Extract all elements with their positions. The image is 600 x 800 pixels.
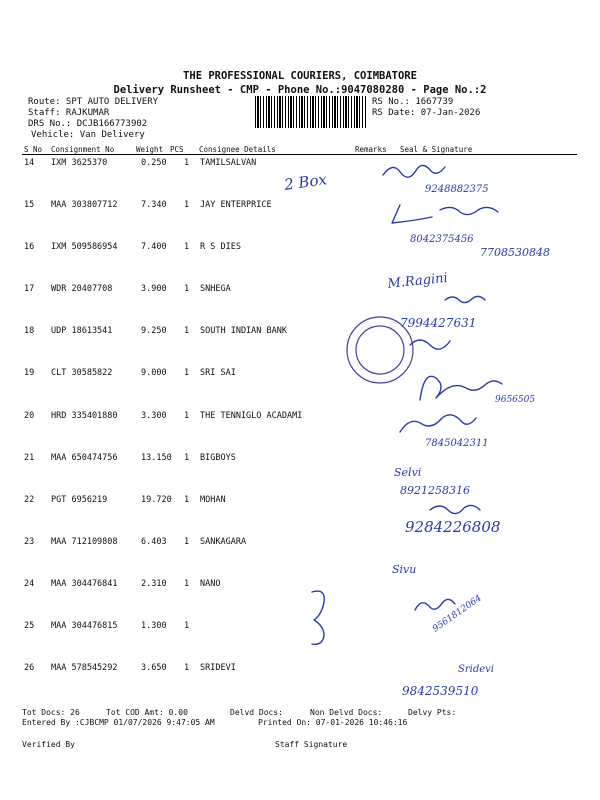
row-consignment: WDR 20407708 [51, 284, 113, 294]
row-consignment: MAA 712109808 [51, 537, 118, 547]
row-weight: 2.310 [141, 579, 167, 589]
row-consignment: UDP 18613541 [51, 326, 113, 336]
row-consignment: MAA 304476841 [51, 579, 118, 589]
row-pcs: 1 [184, 411, 190, 421]
row-pcs: 1 [184, 368, 190, 378]
row-pcs: 1 [184, 158, 190, 168]
staff-signature: Staff Signature [275, 740, 348, 749]
row-consignment: CLT 30585822 [51, 368, 113, 378]
verified-by: Verified By [22, 740, 75, 749]
row-consignment: HRD 335401880 [51, 411, 118, 421]
name-row-26: Sridevi [458, 664, 494, 675]
signature-scribble [445, 296, 485, 302]
row-weight: 13.150 [141, 453, 172, 463]
route-label: Route: SPT AUTO DELIVERY [28, 97, 159, 107]
phone-row-22: 9284226808 [405, 518, 501, 536]
entered-by: Entered By :CJBCMP 01/07/2026 9:47:05 AM [22, 718, 215, 727]
row-consignee: SRI SAI [200, 368, 236, 378]
row-pcs: 1 [184, 663, 190, 673]
col-consignee: Consignee Details [199, 145, 276, 154]
brace-mark [312, 591, 324, 644]
col-seal: Seal & Signature [400, 145, 473, 154]
row-weight: 7.400 [141, 242, 167, 252]
row-sno: 19 [24, 368, 35, 378]
total-docs: Tot Docs: 26 [22, 708, 80, 717]
row-sno: 17 [24, 284, 35, 294]
row-pcs: 1 [184, 495, 190, 505]
row-pcs: 1 [184, 200, 190, 210]
row-weight: 0.250 [141, 158, 167, 168]
row-consignee: JAY ENTERPRICE [200, 200, 272, 210]
row-consignment: MAA 650474756 [51, 453, 118, 463]
row-consignee: SANKAGARA [200, 537, 247, 547]
name-row-21: Selvi [394, 466, 422, 479]
row-pcs: 1 [184, 579, 190, 589]
printed-on: Printed On: 07-01-2026 10:46:16 [258, 718, 408, 727]
row-weight: 6.403 [141, 537, 167, 547]
row-sno: 20 [24, 411, 35, 421]
row-consignee: R S DIES [200, 242, 241, 252]
phone-row-20: 7845042311 [425, 438, 489, 449]
signature-scribble [430, 505, 480, 513]
row-weight: 19.720 [141, 495, 172, 505]
row-pcs: 1 [184, 453, 190, 463]
delivered-docs: Delvd Docs: [230, 708, 283, 717]
name-row-17: M.Ragini [386, 270, 449, 292]
row-sno: 23 [24, 537, 35, 547]
row-consignee: BIGBOYS [200, 453, 236, 463]
row-consignment: MAA 303807712 [51, 200, 118, 210]
row-pcs: 1 [184, 537, 190, 547]
staff-label: Staff: RAJKUMAR [28, 108, 110, 118]
row-weight: 3.650 [141, 663, 167, 673]
row-consignee: THE TENNIGLO ACADAMI [200, 411, 303, 421]
row-sno: 18 [24, 326, 35, 336]
row-pcs: 1 [184, 242, 190, 252]
signature-scribble [392, 205, 498, 223]
rs-date: RS Date: 07-Jan-2026 [372, 108, 481, 118]
phone-row-26: 9842539510 [402, 684, 479, 698]
signature-scribble [415, 599, 455, 610]
row-pcs: 1 [184, 326, 190, 336]
row-weight: 7.340 [141, 200, 167, 210]
row-weight: 9.000 [141, 368, 167, 378]
rs-number: RS No.: 1667739 [372, 97, 454, 107]
row-consignment: IXM 3625370 [51, 158, 108, 168]
phone-row-21: 8921258316 [400, 484, 470, 497]
row-weight: 3.900 [141, 284, 167, 294]
row-consignee: MOHAN [200, 495, 226, 505]
phone-row-15: 8042375456 [410, 234, 474, 245]
runsheet-subtitle: Delivery Runsheet - CMP - Phone No.:9047080280 - Page No.:2 [113, 84, 487, 96]
row-sno: 25 [24, 621, 35, 631]
name-row-23: Sivu [392, 563, 417, 576]
row-consignment: PGT 6956219 [51, 495, 108, 505]
vehicle-label: Vehicle: Van Delivery [31, 130, 145, 140]
row-sno: 24 [24, 579, 35, 589]
row-sno: 16 [24, 242, 35, 252]
row-pcs: 1 [184, 621, 190, 631]
col-consignment: Consignment No [51, 145, 115, 154]
phone-row-16: 7708530848 [480, 246, 550, 259]
row-consignment: MAA 578545292 [51, 663, 118, 673]
row-consignee: TAMILSALVAN [200, 158, 257, 168]
row-weight: 1.300 [141, 621, 167, 631]
row-sno: 22 [24, 495, 35, 505]
delivery-points: Delvy Pts: [408, 708, 457, 717]
row-consignee: SOUTH INDIAN BANK [200, 326, 287, 336]
row-consignment: IXM 509586954 [51, 242, 118, 252]
row-consignment: MAA 304476815 [51, 621, 118, 631]
phone-row-14: 9248882375 [425, 184, 489, 195]
row-consignee: NANO [200, 579, 221, 589]
signature-scribble [400, 415, 476, 432]
phone-row-18: 7994427631 [400, 316, 477, 330]
col-weight: Weight [136, 145, 164, 154]
phone-row-19: 9656505 [495, 395, 536, 405]
signature-scribble [420, 376, 502, 400]
col-remarks: Remarks [355, 145, 387, 154]
row-pcs: 1 [184, 284, 190, 294]
signature-scribble [383, 165, 445, 177]
row-sno: 21 [24, 453, 35, 463]
company-title: THE PROFESSIONAL COURIERS, COIMBATORE [183, 70, 417, 82]
signature-scribble [410, 340, 450, 349]
box-note: 2 Box [283, 170, 328, 194]
total-cod-amount: Tot COD Amt: 0.00 [106, 708, 188, 717]
row-sno: 15 [24, 200, 35, 210]
row-weight: 9.250 [141, 326, 167, 336]
non-delivered-docs: Non Delvd Docs: [310, 708, 383, 717]
row-sno: 26 [24, 663, 35, 673]
drs-number: DRS No.: DCJB166773902 [28, 119, 148, 129]
row-sno: 14 [24, 158, 35, 168]
row-consignee: SNHEGA [200, 284, 231, 294]
row-weight: 3.300 [141, 411, 167, 421]
col-sno: S No [24, 145, 43, 154]
col-pcs: PCS [170, 145, 184, 154]
phone-row-24: 9561812064 [430, 593, 484, 635]
row-consignee: SRIDEVI [200, 663, 236, 673]
